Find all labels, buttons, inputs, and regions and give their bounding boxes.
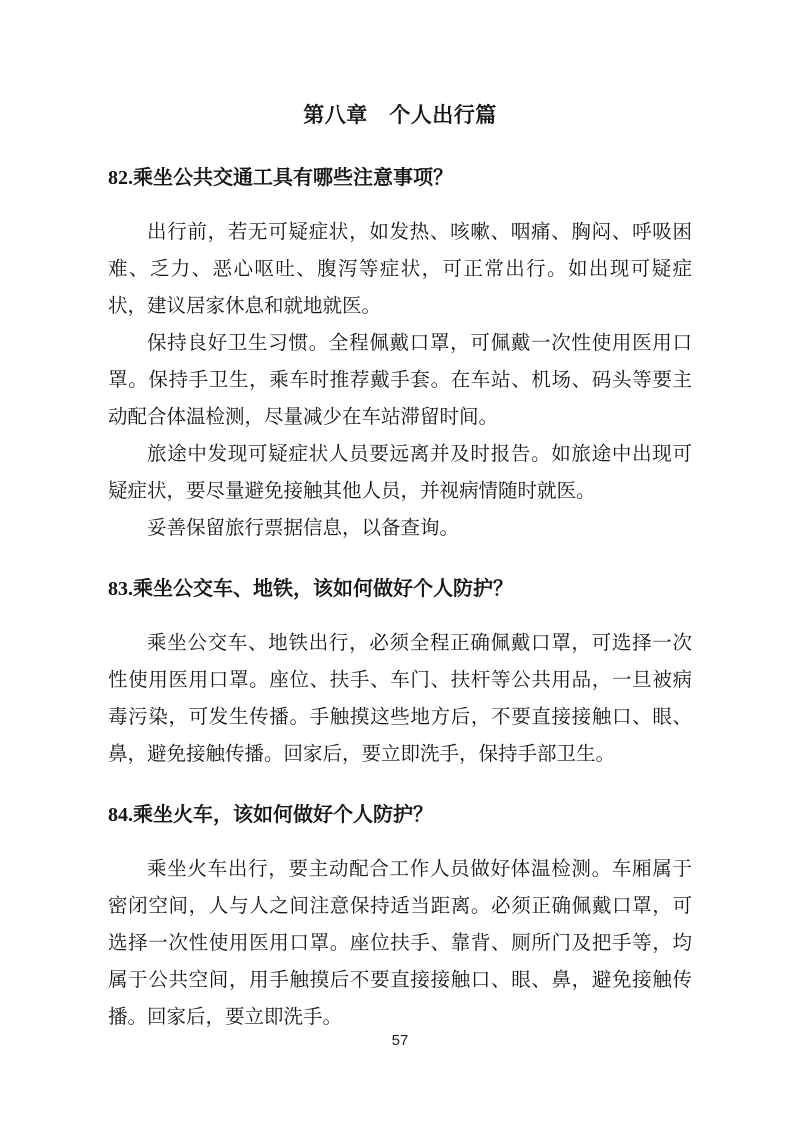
section-question-84 [108,801,692,1036]
paragraph: 保持良好卫生习惯。全程佩戴口罩，可佩戴一次性使用医用口罩。保持手卫生，乘车时推荐戴手套。在车站、机场、码头等要主动配合体温检测，尽量减少在车站滞留时间。 [108,333,692,428]
paragraph: 乘坐火车出行，要主动配合工作人员做好体温检测。车厢属于密闭空间，人与人之间注意保持适当距离。必须正确佩戴口罩，可选择一次性使用医用口罩。座位扶手、靠背、厕所门及把手等，均属于公共空间，用手触摸后不要直接接触口、眼、鼻，避免接触传播。回家后，要立即洗手。 [108,859,692,1028]
paragraph: 旅途中发现可疑症状人员要远离并及时报告。如旅途中出现可疑症状，要尽量避免接触其他人员，并视病情随时就医。 [108,444,692,502]
paragraph: 妥善保留旅行票据信息，以备查询。 [147,518,460,539]
paragraph: 出行前，若无可疑症状，如发热、咳嗽、咽痛、胸闷、呼吸困难、乏力、恶心呕吐、腹泻等症状，可正常出行。如出现可疑症状，建议居家休息和就地就医。 [108,222,692,317]
page-number: 57 [391,1032,409,1049]
paragraph: 乘坐公交车、地铁出行，必须全程正确佩戴口罩，可选择一次性使用医用口罩。座位、扶手、车门、扶杆等公共用品，一旦被病毒污染，可发生传播。手触摸这些地方后，不要直接接触口、眼、鼻，避免接触传播。回家后，要立即洗手，保持手部卫生。 [108,633,692,765]
section-question-82 [108,164,692,547]
chapter-title: 第八章 个人出行篇 [303,103,497,127]
question-heading-82: 82.乘坐公共交通工具有哪些注意事项？ [108,167,453,189]
section-question-83 [108,575,692,773]
question-heading-83: 83.乘坐公交车、地铁，该如何做好个人防护？ [108,578,513,600]
question-heading-84: 84.乘坐火车，该如何做好个人防护？ [108,804,433,826]
